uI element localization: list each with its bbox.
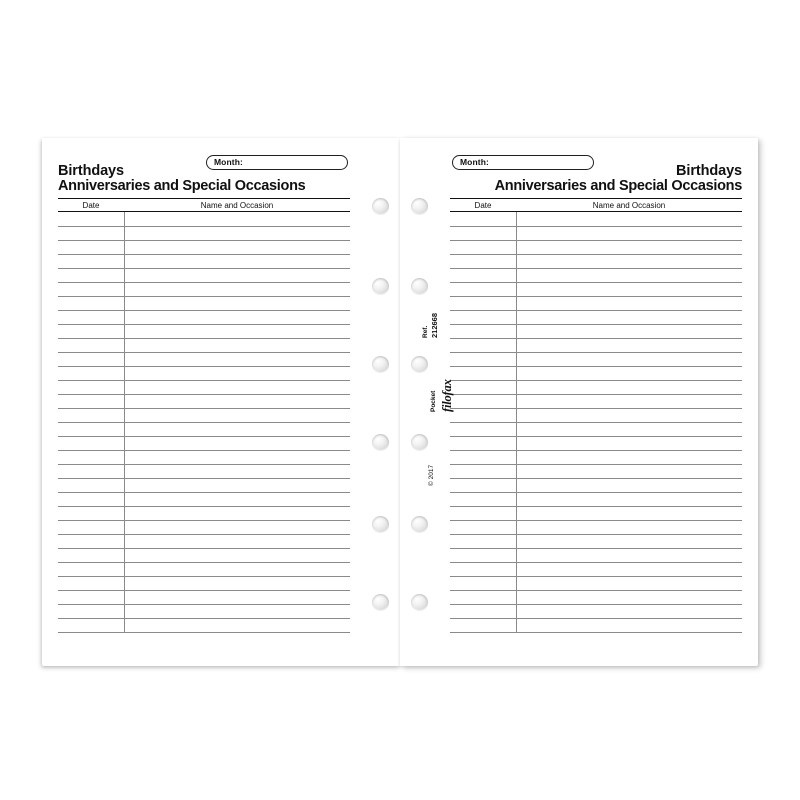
rule-line [450,268,742,269]
rule-line [58,366,350,367]
left-page-content [58,138,350,666]
ruled-lines-right [450,212,742,632]
ruled-lines-left [58,212,350,632]
rule-line [450,352,742,353]
rule-line [450,534,742,535]
rule-line [58,562,350,563]
rule-line [450,394,742,395]
rule-line [58,268,350,269]
rule-line [450,520,742,521]
rule-line [450,506,742,507]
rule-line [450,310,742,311]
rule-line [450,296,742,297]
rule-line [450,338,742,339]
left-page [42,138,400,666]
rule-line [450,282,742,283]
title-birthdays-right: Birthdays [676,163,742,179]
rule-line [450,254,742,255]
rule-line [450,492,742,493]
rule-line [58,394,350,395]
rule-line [450,240,742,241]
rule-line [450,324,742,325]
rule-line [58,436,350,437]
rule-line [58,590,350,591]
brand-logo: filofax [440,379,454,412]
copyright-notice: © 2017 [428,464,435,486]
rule-line [58,240,350,241]
rule-line [450,464,742,465]
month-label-right: Month: [460,157,489,167]
gutter-imprint [372,138,454,666]
rule-line [58,478,350,479]
table-header-left [58,198,350,212]
rule-line [450,632,742,633]
size-label: Pocket [430,390,437,412]
rule-line [58,492,350,493]
planner-spread [42,138,758,666]
rule-line [450,548,742,549]
rule-line [450,422,742,423]
rule-line [450,436,742,437]
table-header-right [450,198,742,212]
title-anniversaries-right: Anniversaries and Special Occasions [494,178,742,194]
right-page-content [450,138,742,666]
rule-line [58,352,350,353]
rule-line [58,296,350,297]
rule-line [58,324,350,325]
rule-line [450,576,742,577]
rule-line [450,478,742,479]
rule-line [58,534,350,535]
rule-line [58,450,350,451]
rule-line [58,506,350,507]
month-label-left: Month: [214,157,243,167]
column-header-date-right: Date [474,201,492,210]
rule-line [58,422,350,423]
rule-line [450,618,742,619]
rule-line [58,408,350,409]
rule-line [58,338,350,339]
left-page-title [58,164,350,194]
ref-label: Ref. [422,325,429,338]
column-header-date-left: Date [82,201,100,210]
rule-line [450,562,742,563]
rule-line [58,254,350,255]
rule-line [58,520,350,521]
rule-line [58,310,350,311]
rule-line [58,548,350,549]
ref-number: 212668 [430,312,439,338]
rule-line [450,226,742,227]
rule-line [58,618,350,619]
rule-line [58,604,350,605]
rule-line [450,590,742,591]
rule-line [450,408,742,409]
rule-line [450,450,742,451]
column-header-name-left: Name and Occasion [200,201,274,210]
rule-line [58,282,350,283]
right-page-title [450,164,742,194]
rule-line [450,380,742,381]
rule-line [58,632,350,633]
rule-line [58,226,350,227]
rule-line [58,464,350,465]
rule-line [450,366,742,367]
column-header-name-right: Name and Occasion [592,201,666,210]
title-anniversaries-left: Anniversaries and Special Occasions [58,178,306,194]
title-birthdays-left: Birthdays [58,163,124,179]
rule-line [58,576,350,577]
rule-line [450,604,742,605]
rule-line [58,380,350,381]
